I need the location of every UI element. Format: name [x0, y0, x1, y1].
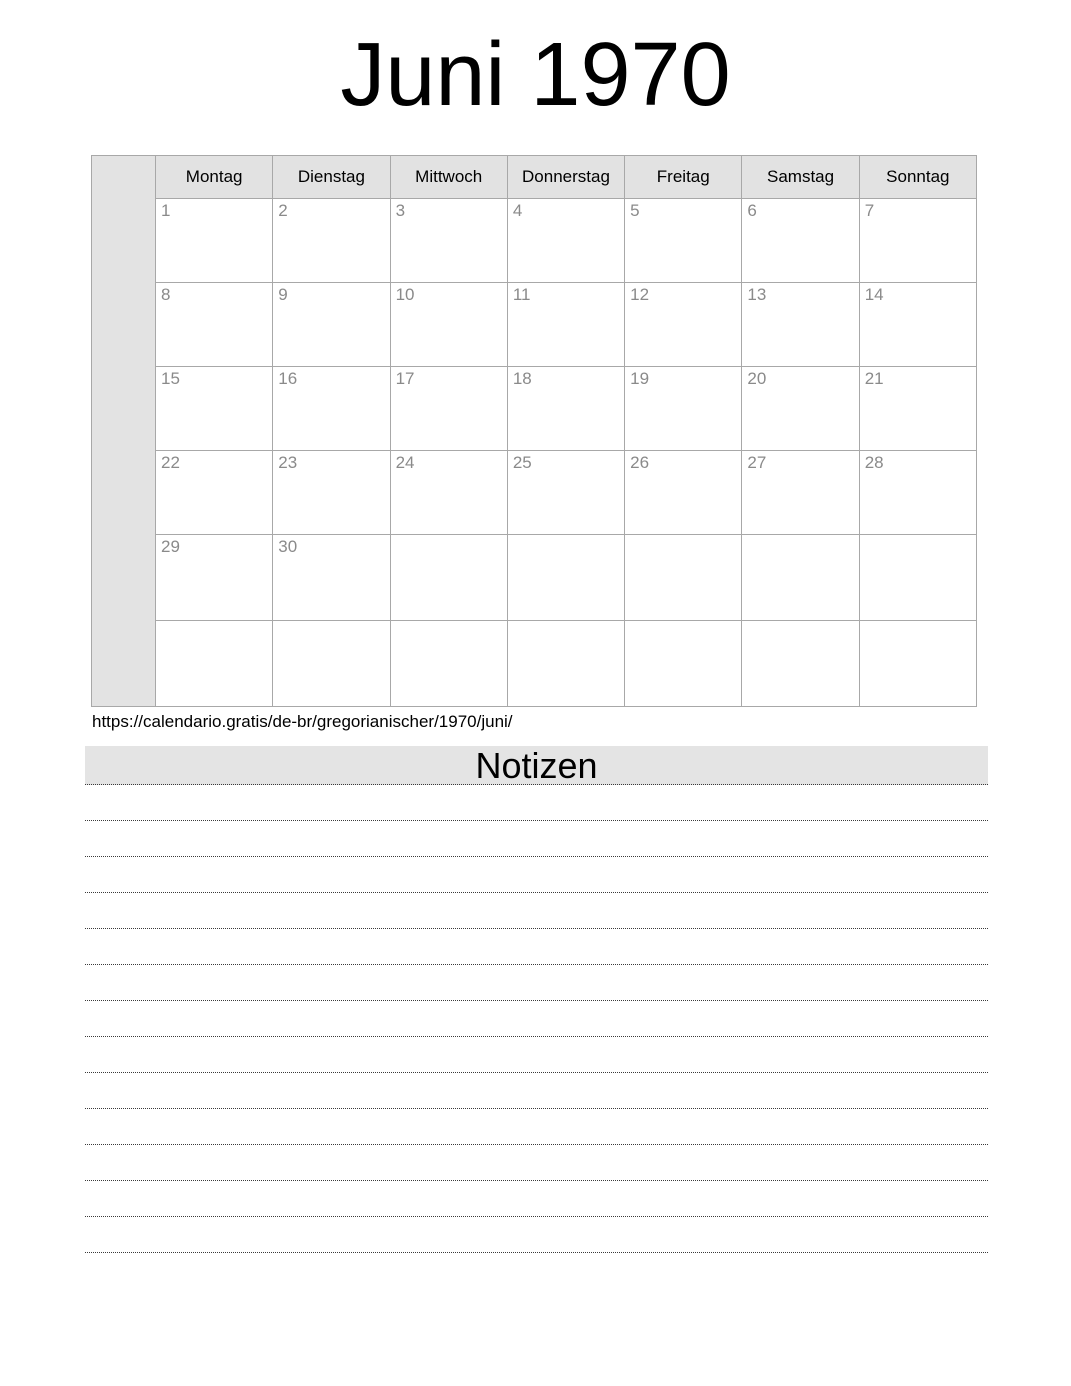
day-cell: 24	[390, 451, 507, 535]
notes-line	[85, 785, 988, 821]
day-cell: 22	[156, 451, 273, 535]
day-cell	[390, 535, 507, 621]
calendar-week-row	[92, 621, 977, 707]
notes-line	[85, 1181, 988, 1217]
day-cell	[742, 535, 859, 621]
day-cell: 19	[625, 367, 742, 451]
day-cell: 2	[273, 199, 390, 283]
day-cell: 18	[507, 367, 624, 451]
day-cell: 5	[625, 199, 742, 283]
weekday-header-freitag: Freitag	[625, 156, 742, 199]
day-cell: 3	[390, 199, 507, 283]
week-gutter-column	[92, 156, 156, 707]
page-title: Juni 1970	[340, 25, 731, 125]
day-cell: 29	[156, 535, 273, 621]
notes-line	[85, 1037, 988, 1073]
calendar-table	[91, 155, 977, 707]
weekday-header-dienstag: Dienstag	[273, 156, 390, 199]
day-cell	[156, 621, 273, 707]
source-url-text: https://calendario.gratis/de-br/gregorianischer/1970/juni/	[92, 712, 513, 731]
notes-line	[85, 893, 988, 929]
day-cell: 12	[625, 283, 742, 367]
day-cell: 13	[742, 283, 859, 367]
day-cell	[507, 621, 624, 707]
calendar-week-row	[92, 367, 977, 451]
notes-section	[85, 746, 988, 1253]
notes-title: Notizen	[85, 746, 988, 785]
day-cell: 17	[390, 367, 507, 451]
day-cell	[390, 621, 507, 707]
day-cell: 9	[273, 283, 390, 367]
day-cell	[273, 621, 390, 707]
day-cell: 16	[273, 367, 390, 451]
weekday-header-samstag: Samstag	[742, 156, 859, 199]
day-cell	[625, 535, 742, 621]
calendar-week-row	[92, 199, 977, 283]
notes-line	[85, 1109, 988, 1145]
day-cell: 20	[742, 367, 859, 451]
day-cell: 6	[742, 199, 859, 283]
day-cell: 1	[156, 199, 273, 283]
weekday-header-mittwoch: Mittwoch	[390, 156, 507, 199]
weekday-header-row	[92, 156, 977, 199]
day-cell: 4	[507, 199, 624, 283]
day-cell: 28	[859, 451, 976, 535]
day-cell: 30	[273, 535, 390, 621]
day-cell: 8	[156, 283, 273, 367]
notes-line	[85, 1217, 988, 1253]
day-cell: 23	[273, 451, 390, 535]
notes-line	[85, 821, 988, 857]
day-cell: 7	[859, 199, 976, 283]
weekday-header-montag: Montag	[156, 156, 273, 199]
day-cell: 21	[859, 367, 976, 451]
day-cell	[625, 621, 742, 707]
notes-line	[85, 965, 988, 1001]
day-cell	[859, 621, 976, 707]
day-cell: 10	[390, 283, 507, 367]
notes-line	[85, 1145, 988, 1181]
day-cell: 26	[625, 451, 742, 535]
weekday-header-donnerstag: Donnerstag	[507, 156, 624, 199]
notes-lines	[85, 785, 988, 1253]
day-cell: 11	[507, 283, 624, 367]
calendar-week-row	[92, 535, 977, 621]
day-cell	[507, 535, 624, 621]
notes-line	[85, 857, 988, 893]
calendar-week-row	[92, 451, 977, 535]
day-cell	[742, 621, 859, 707]
day-cell: 15	[156, 367, 273, 451]
day-cell: 25	[507, 451, 624, 535]
notes-line	[85, 929, 988, 965]
notes-line	[85, 1073, 988, 1109]
weekday-header-sonntag: Sonntag	[859, 156, 976, 199]
day-cell: 14	[859, 283, 976, 367]
day-cell: 27	[742, 451, 859, 535]
calendar-week-row	[92, 283, 977, 367]
notes-line	[85, 1001, 988, 1037]
day-cell	[859, 535, 976, 621]
